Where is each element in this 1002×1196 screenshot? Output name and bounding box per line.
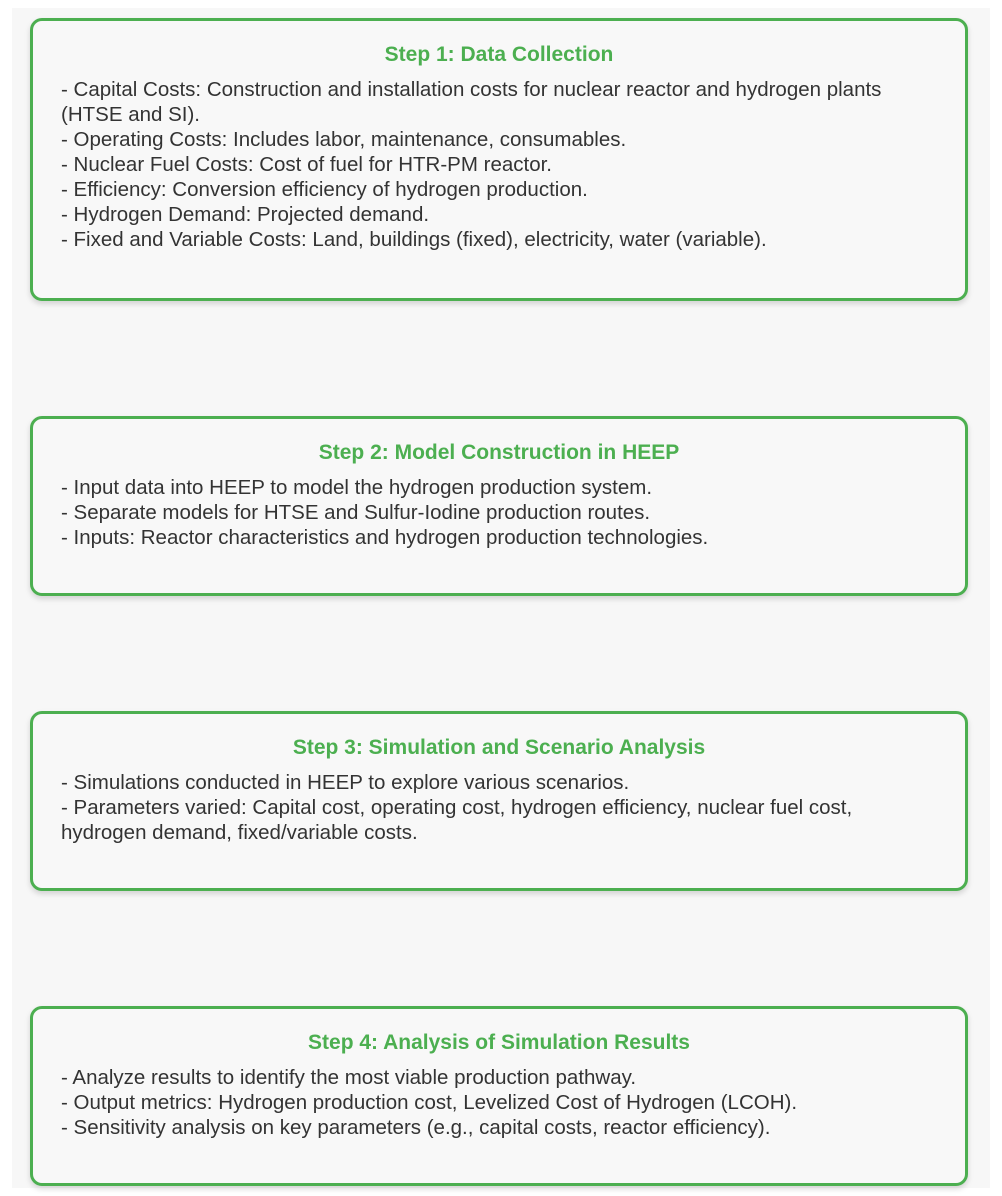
list-item: - Efficiency: Conversion efficiency of hydrogen production. xyxy=(61,178,588,201)
step-4-list xyxy=(61,1065,937,1140)
step-2-card xyxy=(30,416,968,596)
list-item: - Analyze results to identify the most viable production pathway. xyxy=(61,1066,637,1089)
list-item: - Separate models for HTSE and Sulfur-Iodine production routes. xyxy=(61,501,651,524)
list-item: - Operating Costs: Includes labor, maintenance, consumables. xyxy=(61,128,627,151)
step-4-title: Step 4: Analysis of Simulation Results xyxy=(308,1031,690,1054)
step-3-title: Step 3: Simulation and Scenario Analysis xyxy=(292,736,706,759)
step-1-title: Step 1: Data Collection xyxy=(384,43,614,66)
diagram-canvas xyxy=(12,8,990,1188)
list-item: - Sensitivity analysis on key parameters (e.g., capital costs, reactor efficiency). xyxy=(61,1116,771,1139)
step-4-card xyxy=(30,1006,968,1186)
list-item: - Capital Costs: Construction and installation costs for nuclear reactor and hydrogen plants (HTSE and SI). xyxy=(61,78,882,126)
list-item: - Inputs: Reactor characteristics and hydrogen production technologies. xyxy=(61,526,709,549)
list-item: - Fixed and Variable Costs: Land, buildings (fixed), electricity, water (variable). xyxy=(61,228,767,251)
list-item: - Output metrics: Hydrogen production cost, Levelized Cost of Hydrogen (LCOH). xyxy=(61,1091,798,1114)
step-3-card xyxy=(30,711,968,891)
step-1-list xyxy=(61,77,937,252)
step-1-card xyxy=(30,18,968,301)
step-2-title: Step 2: Model Construction in HEEP xyxy=(318,441,680,464)
list-item: - Input data into HEEP to model the hydrogen production system. xyxy=(61,476,653,499)
step-3-list xyxy=(61,770,937,845)
list-item: - Hydrogen Demand: Projected demand. xyxy=(61,203,430,226)
list-item: - Nuclear Fuel Costs: Cost of fuel for HTR-PM reactor. xyxy=(61,153,552,176)
list-item: - Simulations conducted in HEEP to explore various scenarios. xyxy=(61,771,630,794)
step-2-list xyxy=(61,475,937,550)
list-item: - Parameters varied: Capital cost, operating cost, hydrogen efficiency, nuclear fuel cost, hydrogen demand, fixed/variable costs. xyxy=(61,796,853,844)
